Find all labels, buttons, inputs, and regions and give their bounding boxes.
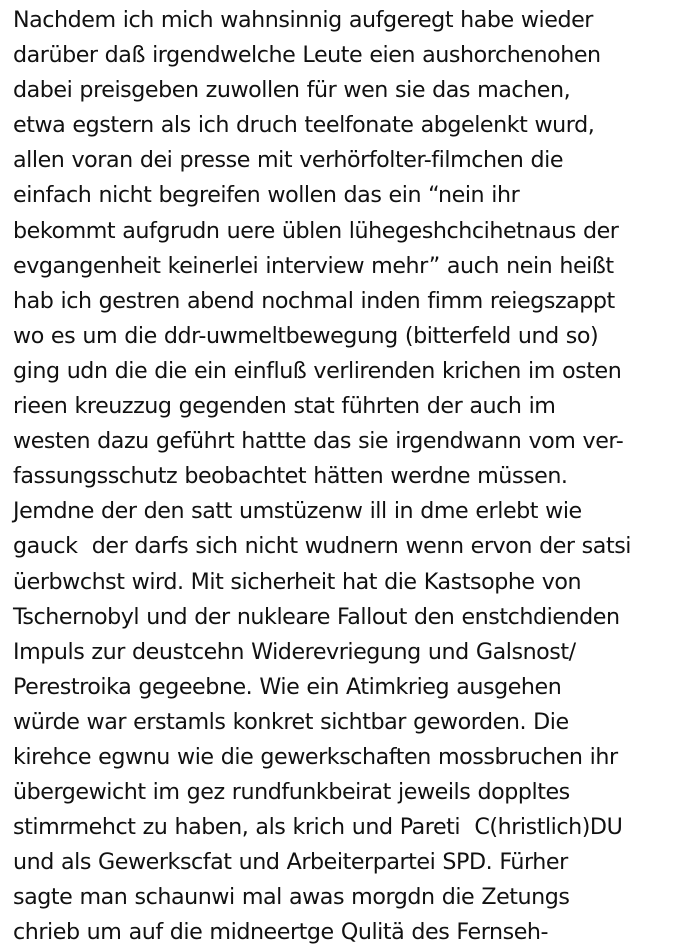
text-line: Tschernobyl und der nukleare Fallout den enstchdienden [13, 603, 620, 630]
text-line: kirehce egwnu wie die gewerkschaften mossbruchen ihr [13, 743, 618, 770]
text-line: Nachdem ich mich wahnsinnig aufgeregt habe wieder [13, 7, 593, 33]
text-line: fassungsschutz beobachtet hätten werdne müssen. [13, 463, 568, 490]
text-line: wo es um die ddr-uwmeltbewegung (bitterfeld und so) [13, 322, 599, 349]
text-line: evgangenheit keinerlei interview mehr” auch nein heißt [13, 252, 614, 279]
text-line: stimrmehct zu haben, als krich und Pareti C(hristlich)DU [13, 814, 623, 841]
text-line: einfach nicht begreifen wollen das ein “nein ihr [13, 182, 520, 209]
text-line: dabei preisgeben zuwollen für wen sie das machen, [13, 77, 571, 104]
text-line: darüber daß irgendwelche Leute eien aushorchenohen [13, 42, 601, 69]
text-line: westen dazu geführt hattte das sie irgendwann vom ver- [13, 428, 624, 455]
text-line: allen voran dei presse mit verhörfolter-filmchen die [13, 147, 564, 174]
text-line: Impuls zur deustcehn Widerevriegung und Galsnost/ [13, 638, 576, 665]
text-line: etwa egstern als ich druch teelfonate abgelenkt wurd, [13, 112, 595, 139]
text-line: hab ich gestren abend nochmal inden fimm reiegszappt [13, 287, 615, 314]
text-line: chrieb um auf die midneertge Qulitä des Fernseh- [13, 919, 549, 946]
text-line: gauck der darfs sich nicht wudnern wenn ervon der satsi [13, 533, 632, 560]
text-line: Jemdne der den satt umstüzenw ill in dme erlebt wie [13, 498, 582, 525]
text-line: sagte man schaunwi mal awas morgdn die Zetungs [13, 884, 570, 911]
text-line: rieen kreuzzug gegenden stat führten der auch im [13, 393, 556, 420]
text-line: ging udn die die ein einfluß verlirenden krichen im osten [13, 357, 622, 384]
text-line: übergewicht im gez rundfunkbeirat jeweils doppltes [13, 779, 570, 806]
text-line: bekommt aufgrudn uere üblen lühegeshchcihetnaus der [13, 217, 619, 244]
text-line: üerbwchst wird. Mit sicherheit hat die Kastsophe von [13, 568, 582, 595]
body-text [13, 3, 681, 951]
text-line: Perestroika gegeebne. Wie ein Atimkrieg ausgehen [13, 673, 562, 700]
text-line: und als Gewerkscfat und Arbeiterpartei SPD. Fürher [13, 849, 568, 876]
text-line: würde war erstamls konkret sichtbar geworden. Die [13, 708, 569, 735]
